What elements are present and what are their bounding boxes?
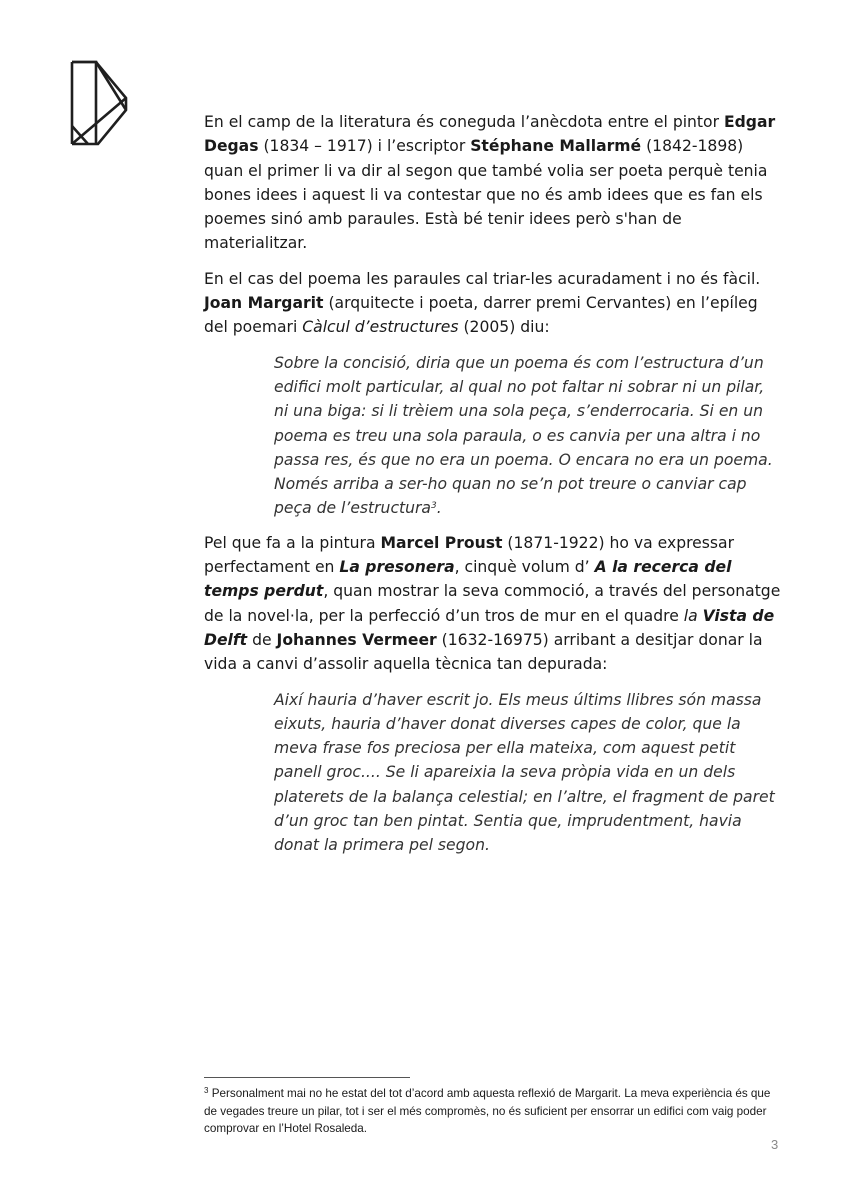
text: (1632-16975) arribant a desitjar donar la vida a canvi d’assolir aquella tècnica tan depurada:	[204, 630, 763, 674]
text: .	[436, 499, 442, 518]
work-a-la-recerca: A la recerca del temps perdut	[204, 558, 732, 601]
paragraph-degas-mallarme	[204, 110, 782, 256]
text: Pel que fa a la pintura	[204, 533, 381, 552]
text: (1834 – 1917) i l’escriptor	[258, 137, 471, 156]
paragraph-margarit	[204, 267, 782, 340]
painting-vista-de-delft: Vista de Delft	[204, 606, 775, 649]
text: (1871-1922) ho va expressar perfectament en	[204, 533, 734, 577]
quote-proust	[274, 688, 782, 858]
footnote-text: Personalment mai no he estat del tot d’acord amb aquesta reflexió de Margarit. La meva experiència és que de vegades treure un pilar, tot i ser el més compromès, no és suficient per ensorrar un edifici com vaig poder comprovar en l’Hotel Rosaleda.	[204, 1087, 771, 1135]
text: (2005) diu:	[458, 318, 550, 337]
paragraph-proust	[204, 531, 782, 677]
footnote-divider	[204, 1077, 410, 1078]
text: , cinquè volum d’	[454, 558, 595, 577]
name-edgar-degas: Edgar Degas	[204, 113, 776, 156]
quote-text: Sobre la concisió, diria que un poema és com l’estructura d’un edifici molt particular, al qual no pot faltar ni sobrar ni un pilar, ni una biga: si li trèiem una sola peça, s’enderrocaria. Si en un poema es treu una sola paraula, o es canvia per una altra i no passa res, és que no era un poema. O encara no era un poema. Només arriba a ser-ho quan no se’n pot treure o canviar cap peça de l’estructura	[274, 353, 773, 518]
name-joan-margarit: Joan Margarit	[204, 294, 324, 313]
text: En el camp de la literatura és coneguda l’anècdota entre el pintor	[204, 113, 724, 131]
quote-margarit	[274, 351, 782, 521]
name-marcel-proust: Marcel Proust	[380, 533, 503, 552]
text: la	[683, 606, 703, 625]
text: de	[247, 630, 277, 649]
footnote	[204, 1085, 784, 1138]
brand-logo-icon	[68, 60, 130, 146]
text: , quan mostrar la seva commoció, a través del personatge de la novel·la, per la perfecció d’un tros de mur en el quadre	[204, 582, 781, 625]
work-la-presonera: La presonera	[339, 558, 455, 577]
book-title: Càlcul d’estructures	[302, 318, 459, 337]
page-number: 3	[771, 1137, 779, 1152]
text: (arquitecte i poeta, darrer premi Cervantes) en l’epíleg del poemari	[204, 294, 758, 337]
footnote-reference[interactable]: 3	[430, 501, 437, 512]
article-body	[204, 110, 782, 868]
footnote-number: 3	[204, 1086, 209, 1095]
text: En el cas del poema les paraules cal triar-les acuradament i no és fàcil.	[204, 269, 761, 288]
text: (1842-1898) quan el primer li va dir al segon que també volia ser poeta perquè tenia bones idees i aquest li va contestar que no és amb idees que es fan els poemes sinó amb paraules. Està bé tenir idees però s'han de materialitzar.	[204, 137, 768, 253]
name-johannes-vermeer: Johannes Vermeer	[276, 630, 437, 649]
name-stephane-mallarme: Stéphane Mallarmé	[470, 137, 642, 156]
quote-text: Així hauria d’haver escrit jo. Els meus últims llibres són massa eixuts, hauria d’haver donat diverses capes de color, que la meva frase fos preciosa per ella mateixa, com aquest petit panell groc.... Se li apareixia la seva pròpia vida en un dels platerets de la balança celestial; en l’altre, el fragment de paret d’un groc tan ben pintat. Sentia que, imprudentment, havia donat la primera pel segon.	[274, 690, 775, 855]
